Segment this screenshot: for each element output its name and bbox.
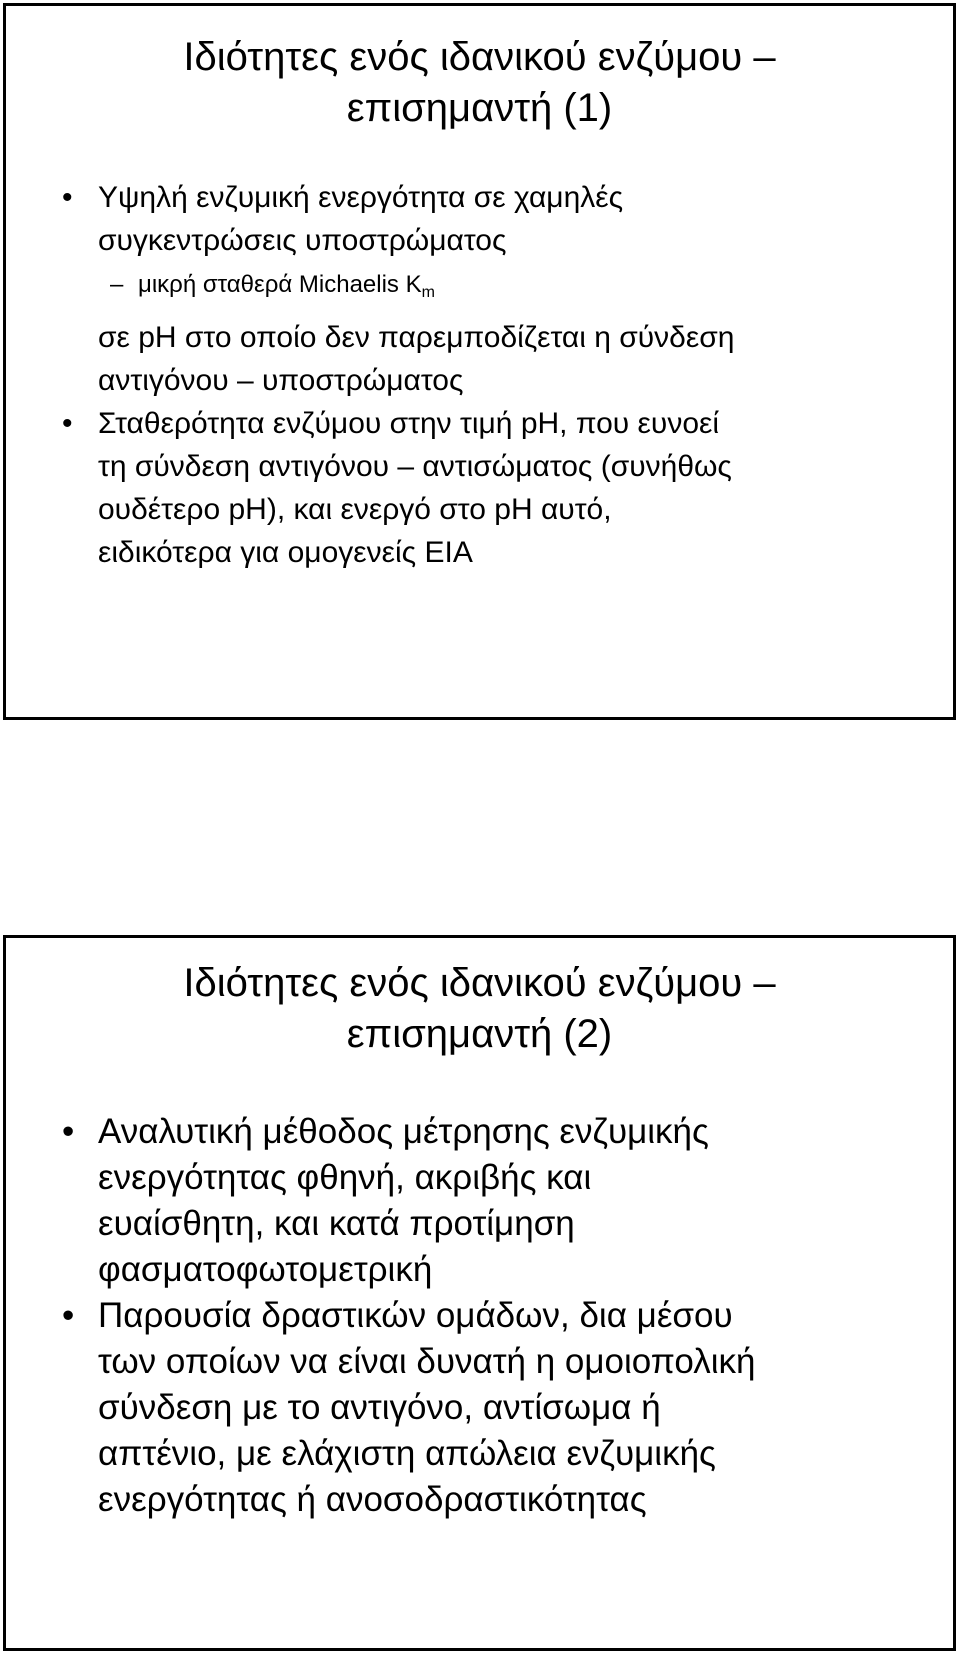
slide-1-bullet-2-line-1: Σταθερότητα ενζύμου στην τιμή pH, που ευνοεί — [98, 407, 720, 440]
slide-1-bullet-1 — [6, 176, 953, 262]
slide-1-sub-subscript: m — [421, 284, 435, 301]
slide-1-bullet-1-line-2: συγκεντρώσεις υποστρώματος — [98, 224, 507, 257]
slide-2-bullet-1-line-4: φασματοφωτομετρική — [98, 1250, 433, 1289]
slide-1 — [3, 3, 956, 720]
bullet-icon: • — [62, 407, 73, 440]
slide-2-bullet-2-line-4: απτένιο, με ελάχιστη απώλεια ενζυμικής — [98, 1434, 716, 1473]
slide-2 — [3, 935, 956, 1651]
slide-1-title-line-1: Ιδιότητες ενός ιδανικού ενζύμου – — [183, 35, 776, 79]
dash-icon: – — [110, 271, 124, 298]
slide-2-bullet-2-line-3: σύνδεση με το αντιγόνο, αντίσωμα ή — [98, 1388, 661, 1427]
slide-2-title-line-1: Ιδιότητες ενός ιδανικού ενζύμου – — [183, 961, 776, 1005]
slide-2-bullet-2-line-2: των οποίων να είναι δυνατή η ομοιοπολική — [98, 1342, 756, 1381]
slide-2-bullet-1-line-2: ενεργότητας φθηνή, ακριβής και — [98, 1158, 592, 1197]
bullet-icon: • — [62, 181, 73, 214]
slide-1-continuation — [6, 316, 953, 402]
slide-1-bullet-2-line-4: ειδικότερα για ομογενείς ΕΙΑ — [98, 536, 473, 569]
slide-2-bullet-2 — [6, 1293, 953, 1523]
slide-1-bullet-2 — [6, 402, 953, 574]
slide-2-title-line-2: επισημαντή (2) — [346, 1012, 613, 1056]
slide-2-bullet-1 — [6, 1109, 953, 1293]
bullet-icon: • — [62, 1296, 75, 1335]
slide-1-bullet-2-line-3: ουδέτερο pH), και ενεργό στο pH αυτό, — [98, 493, 612, 526]
slide-1-title — [6, 32, 953, 134]
slide-2-bullet-1-line-3: ευαίσθητη, και κατά προτίμηση — [98, 1204, 575, 1243]
slide-1-body — [6, 176, 953, 574]
slide-1-continuation-line-2: αντιγόνου – υποστρώματος — [98, 364, 464, 397]
slide-1-bullet-1-line-1: Υψηλή ενζυμική ενεργότητα σε χαμηλές — [98, 181, 624, 214]
slide-1-title-line-2: επισημαντή (1) — [346, 86, 613, 130]
slide-1-bullet-2-line-2: τη σύνδεση αντιγόνου – αντισώματος (συνήθως — [98, 450, 732, 483]
slide-2-body — [6, 1109, 953, 1523]
bullet-icon: • — [62, 1112, 75, 1151]
slide-2-title — [6, 958, 953, 1060]
slide-2-bullet-2-line-5: ενεργότητας ή ανοσοδραστικότητας — [98, 1480, 647, 1519]
slide-2-bullet-2-line-1: Παρουσία δραστικών ομάδων, δια μέσου — [98, 1296, 733, 1335]
slide-2-bullet-1-line-1: Αναλυτική μέθοδος μέτρησης ενζυμικής — [98, 1112, 709, 1151]
slide-1-sub-item — [6, 262, 953, 316]
slide-1-continuation-line-1: σε pH στο οποίο δεν παρεμποδίζεται η σύνδεση — [98, 321, 735, 354]
slide-1-sub-text: μικρή σταθερά Michaelis K — [138, 271, 422, 298]
